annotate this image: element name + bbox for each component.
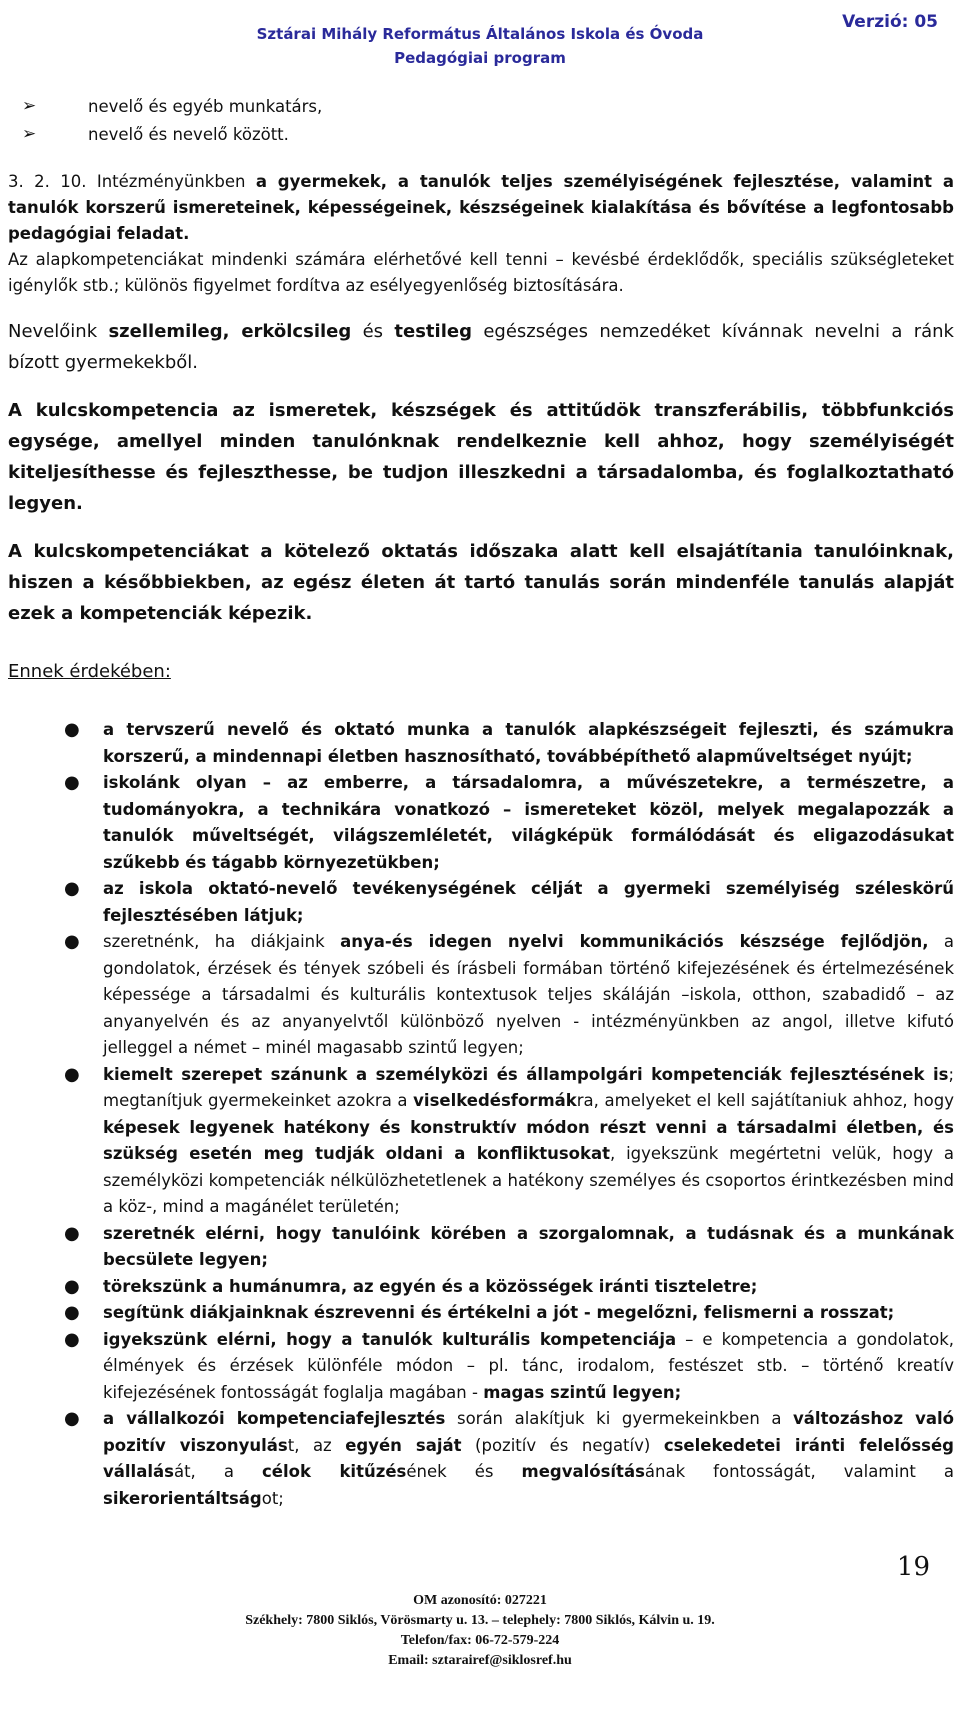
header-version: Verzió: 05 bbox=[842, 12, 938, 32]
paragraph-kulcskompetencia bbox=[8, 395, 954, 519]
item-text: , igyekszünk megértetni velük, hogy a személyközi kompetenciák nélkülözhetetlenek a hatékony személyes és csoportos érintkezésben mind a köz-, mind a magánélet területén; bbox=[103, 1144, 955, 1216]
item-bold: megvalósítás bbox=[521, 1462, 645, 1481]
section-heading: Ennek érdekében: bbox=[8, 661, 171, 682]
list-item bbox=[8, 1062, 954, 1221]
list-item bbox=[8, 1221, 954, 1274]
list-item bbox=[8, 1274, 954, 1301]
item-text: át, a bbox=[173, 1462, 234, 1481]
item-text: t, az bbox=[287, 1435, 332, 1455]
paragraph-intro bbox=[8, 169, 954, 247]
item-bold: képesek legyenek hatékony és konstruktív módon részt venni a társadalmi életben, és szükség esetén meg tudják oldani a konfliktusokat bbox=[103, 1117, 954, 1163]
item-bold: anya-és idegen nyelvi kommunikációs készsége fejlődjön, bbox=[340, 932, 929, 951]
para-text: Nevelőink bbox=[8, 321, 98, 342]
footer-address: Székhely: 7800 Siklós, Vörösmarty u. 13. – telephely: 7800 Siklós, Kálvin u. 19. bbox=[245, 1613, 715, 1628]
list-item bbox=[8, 1327, 954, 1407]
arrow-bullet-icon: ➢ bbox=[22, 96, 37, 116]
item-bold: kiemelt szerepet szánunk a személyközi és állampolgári kompetenciák fejlesztésének is bbox=[103, 1064, 949, 1084]
para-bold: a gyermekek, a tanulók teljes személyiségének fejlesztése, valamint a tanulók korszerű ismereteinek, képességeinek, készségeinek kialakítása és bővítése a legfontosabb pedagógiai feladat. bbox=[8, 172, 955, 243]
footer-phone: Telefon/fax: 06-72-579-224 bbox=[400, 1633, 560, 1648]
list-item bbox=[8, 876, 954, 929]
bullet-icon: ● bbox=[64, 772, 80, 793]
item-text: során alakítjuk ki gyermekeinkben a bbox=[456, 1409, 782, 1428]
item-text: szeretnénk, ha diákjaink bbox=[103, 932, 325, 951]
list-item bbox=[8, 93, 954, 121]
list-item bbox=[8, 770, 954, 876]
school-name: Sztárai Mihály Református Általános Iskola és Óvoda bbox=[256, 25, 704, 43]
list-item bbox=[8, 929, 954, 1062]
bullet-icon: ● bbox=[64, 1408, 80, 1429]
item-bold: iskolánk olyan – az emberre, a társadalomra, a művészetekre, a természetre, a tudományokra, a technikára vonatkozó – ismereteket közöl, melyek megalapozzák a tanulók műveltségét, világszemléletét, világképük formálódását és eligazodásukat szűkebb és tágabb környezetükben; bbox=[103, 773, 954, 872]
list-item bbox=[8, 121, 954, 149]
item-bold: magas szintű legyen; bbox=[483, 1382, 682, 1402]
bullet-list bbox=[8, 717, 954, 1512]
bullet-icon: ● bbox=[64, 1222, 80, 1244]
item-text: ra, amelyeket el kell sajátítaniuk ahhoz, hogy bbox=[576, 1091, 954, 1110]
arrow-bullet-icon: ➢ bbox=[22, 124, 37, 144]
item-bold: a tervszerű nevelő és oktató munka a tanulók alapkészségeit fejleszti, és számukra korszerű, a mindennapi életben hasznosítható, továbbépíthető alapműveltséget nyújt; bbox=[103, 720, 954, 766]
paragraph-kotelezo bbox=[8, 536, 954, 629]
bullet-icon: ● bbox=[64, 1302, 80, 1323]
item-text: ot; bbox=[261, 1488, 284, 1508]
para-bold: szellemileg, erkölcsileg bbox=[108, 321, 352, 342]
list-item bbox=[8, 1300, 954, 1327]
item-text: (pozitív és negatív) bbox=[475, 1435, 651, 1455]
document-body bbox=[8, 93, 954, 1512]
program-name: Pedagógiai program bbox=[394, 49, 566, 67]
bullet-icon: ● bbox=[64, 719, 80, 740]
page-number: 19 bbox=[896, 1552, 930, 1582]
item-text: – e kompetencia a gondolatok, élmények és érzések különféle módon – pl. tánc, irodalom, festészet stb. – történő kreatív kifejezésének fontosságát foglalja magában - bbox=[103, 1329, 954, 1402]
item-text: ának fontosságát, valamint a bbox=[644, 1462, 955, 1481]
list-item-text: nevelő és egyéb munkatárs, bbox=[88, 97, 323, 116]
item-text: a gondolatok, érzések és tények szóbeli és írásbeli formában történő kifejezésének és értelmezésének képessége a társadalmi és kulturális kontextusok teljes skáláján –iskola, otthon, szabadidő – az anyanyelvén és az anyanyelvtől különböző nyelven - intézményünkben az angol, illetve kifutó jelleggel a német – minél magasabb szintű legyen; bbox=[103, 932, 954, 1057]
para-bold: A kulcskompetencia az ismeretek, készségek és attitűdök transzferábilis, többfunkciós egysége, amellyel minden tanulónknak rendelkeznie kell ahhoz, hogy személyiségét kiteljesíthesse és fejleszthesse, be tudjon illeszkedni a társadalomba, és foglalkoztatható legyen. bbox=[8, 400, 954, 514]
bullet-icon: ● bbox=[64, 1275, 80, 1297]
para-text: és bbox=[362, 321, 384, 342]
item-bold: segítünk diákjainknak észrevenni és értékelni a jót - megelőzni, felismerni a rosszat; bbox=[103, 1303, 895, 1322]
item-bold: célok kitűzés bbox=[261, 1462, 407, 1481]
item-bold: igyekszünk elérni, hogy a tanulók kulturális kompetenciája bbox=[103, 1329, 677, 1349]
list-item bbox=[8, 717, 954, 770]
bullet-icon: ● bbox=[64, 878, 80, 899]
paragraph-alapkompetencia: Az alapkompetenciákat mindenki számára elérhetővé kell tenni – kevésbé érdeklődők, speciális szükségleteket igénylők stb.; különös figyelmet fordítva az esélyegyenlőség biztosítására. bbox=[8, 250, 954, 295]
item-bold: a vállalkozói kompetenciafejlesztés bbox=[103, 1409, 446, 1428]
item-bold: viselkedésformák bbox=[413, 1091, 577, 1110]
item-bold: változáshoz való pozitív viszonyulás bbox=[103, 1409, 955, 1455]
bullet-icon: ● bbox=[64, 931, 80, 952]
item-bold: szeretnék elérni, hogy tanulóink körében a szorgalomnak, a tudásnak és a munkának becsülete legyen; bbox=[103, 1223, 954, 1269]
page-footer bbox=[0, 1591, 960, 1671]
page-header bbox=[0, 22, 960, 70]
item-bold: cselekedetei iránti felelősség vállalás bbox=[103, 1435, 954, 1481]
footer-email: Email: sztarairef@siklosref.hu bbox=[388, 1653, 572, 1668]
item-bold: sikerorientáltság bbox=[103, 1488, 262, 1508]
item-bold: törekszünk a humánumra, az egyén és a közösségek iránti tiszteletre; bbox=[103, 1276, 758, 1296]
bullet-icon: ● bbox=[64, 1063, 80, 1085]
item-text: ; megtanítjuk gyermekeinket azokra a bbox=[103, 1064, 954, 1110]
bullet-icon: ● bbox=[64, 1328, 80, 1350]
para-bold: A kulcskompetenciákat a kötelező oktatás időszaka alatt kell elsajátítania tanulóinknak, hiszen a későbbiekben, az egész életen át tartó tanulás során mindenféle tanulás alapját ezek a kompetenciák képezik. bbox=[8, 541, 954, 624]
item-bold: egyén saját bbox=[345, 1435, 462, 1455]
footer-om: OM azonosító: 027221 bbox=[413, 1593, 547, 1608]
item-text: ének és bbox=[406, 1462, 494, 1481]
item-bold: az iskola oktató-nevelő tevékenységének célját a gyermeki személyiség széleskörű fejlesztésében látjuk; bbox=[103, 879, 954, 925]
paragraph-nevelok bbox=[8, 316, 954, 378]
list-item-text: nevelő és nevelő között. bbox=[88, 125, 289, 144]
section-number: 3. 2. 10. bbox=[8, 172, 87, 191]
para-text: egészséges nemzedéket kívánnak nevelni a ránk bízott gyermekekből. bbox=[8, 321, 954, 373]
para-bold: testileg bbox=[394, 321, 472, 342]
para-text: Intézményünkben bbox=[96, 172, 246, 191]
list-item bbox=[8, 1406, 954, 1512]
